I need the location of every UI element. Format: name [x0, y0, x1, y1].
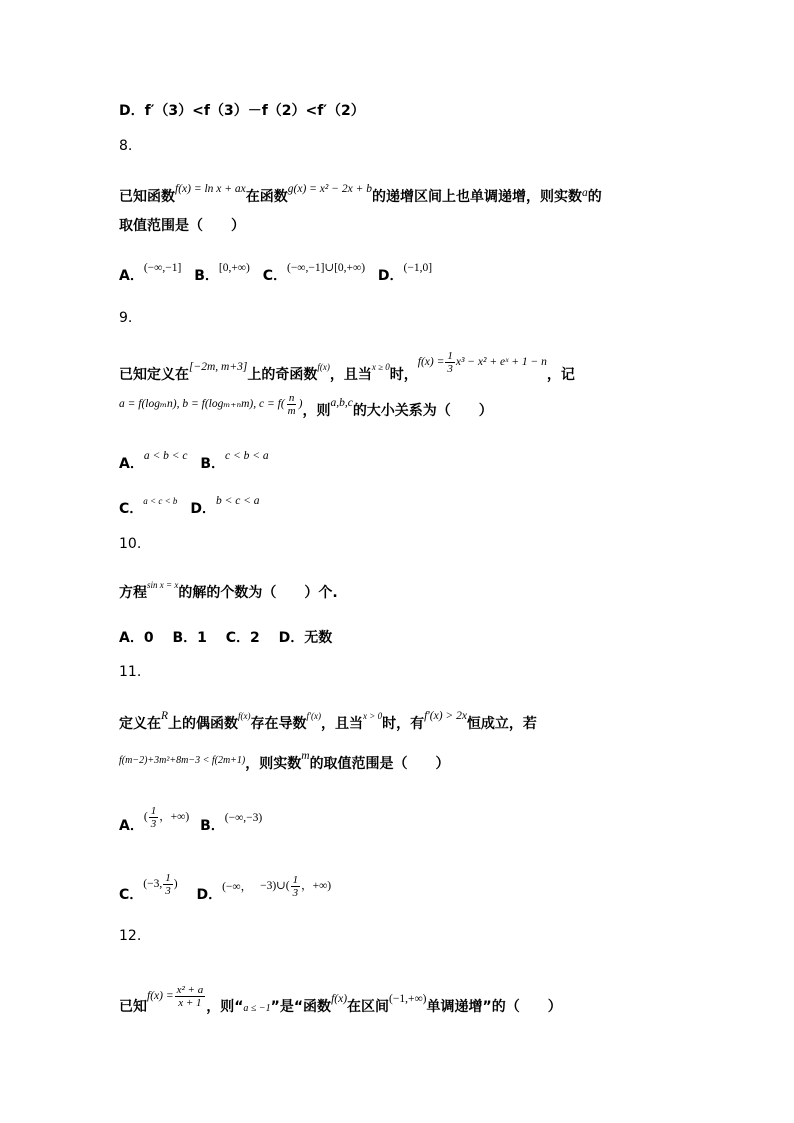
q12-function-fraction: [175, 984, 206, 1009]
paren: (: [143, 811, 148, 824]
question-number: 10.: [119, 536, 142, 552]
q12-interval: (−1,+∞): [389, 993, 427, 1006]
q9-def-end: ): [298, 398, 303, 411]
fraction-numerator: n: [288, 392, 295, 404]
q11-fx: f(x): [238, 711, 251, 721]
q11-option-a-rest: ，+∞): [159, 811, 190, 824]
q9-options-row1: [119, 450, 269, 473]
fraction-numerator: 1: [447, 350, 453, 362]
q11-option-b: (−∞,−3): [224, 812, 263, 825]
q11-text: 存在导数: [250, 716, 307, 732]
q9-abc: a,b,c: [330, 397, 353, 410]
q12-text: 单调递增”的（ ）: [426, 999, 562, 1016]
q9-formula-lhs: f(x) =: [417, 356, 445, 369]
option-label: B．: [200, 456, 226, 472]
q9-option-a: a < b < c: [143, 450, 188, 462]
option-label: D．: [190, 501, 216, 517]
q8-text: 已知函数: [119, 189, 175, 205]
question-number: 8.: [119, 138, 133, 154]
fraction-numerator: 1: [150, 805, 157, 817]
q10-number: [119, 536, 141, 552]
option-label: A．: [119, 268, 144, 284]
q11-option-a-fraction: [149, 805, 159, 830]
q11-condition: x > 0: [363, 711, 383, 721]
q9-formula-rhs: x³ − x² + eˣ + 1 − n: [455, 356, 547, 369]
q9-def-text: a = f(logₘn), b = f(logₘ₊ₙm), c = f(: [119, 398, 285, 411]
q11-options-row2: [119, 872, 332, 909]
fraction-numerator: 1: [165, 872, 171, 884]
q12-text: ，则“: [206, 999, 244, 1016]
q11-number: [119, 664, 141, 680]
q11-option-c-start: (−3,: [143, 878, 163, 891]
fraction-denominator: x + 1: [178, 997, 202, 1009]
q11-option-d-rest: [260, 874, 331, 899]
q11-stem-line2: [119, 750, 450, 773]
q11-stem-line1: [119, 710, 537, 733]
q9-text: ，则: [302, 403, 331, 420]
q9-def-fraction: [286, 392, 298, 417]
q9-option-d: b < c < a: [215, 495, 260, 507]
q11-option-c-fraction: [163, 872, 173, 897]
q9-text: ，记: [546, 367, 575, 384]
option-label: B．: [194, 268, 219, 284]
q8-option-c: (−∞,−1]∪[0,+∞): [286, 262, 366, 274]
q12-function-lhs: f(x) =: [147, 990, 174, 1003]
q8-variable-a: a: [581, 187, 588, 199]
fraction-denominator: 3: [150, 818, 157, 830]
q8-option-d: (−1,0]: [403, 262, 433, 274]
option-label: A．: [119, 456, 144, 472]
q9-interval: [−2m, m+3]: [189, 361, 248, 374]
q11-option-d-end: ，+∞): [301, 880, 332, 893]
q12-number: [119, 928, 141, 944]
q9-fx: f(x): [317, 362, 330, 373]
question-number: 12.: [119, 928, 142, 944]
q8-options: [119, 262, 433, 285]
q9-number: [119, 310, 132, 326]
q9-option-c: a < c < b: [143, 496, 178, 506]
q11-text: 时，有: [382, 716, 425, 732]
q12-condition: a ≤ −1: [243, 1003, 271, 1015]
q11-option-d-mid: −3)∪(: [260, 880, 290, 893]
q8-text: 的: [587, 189, 602, 205]
q10-text: 的解的个数为（ ）个.: [178, 585, 338, 601]
q11-text: ，且当: [321, 716, 363, 732]
q12-text: 在区间: [347, 999, 390, 1016]
q11-option-d-fraction: [291, 874, 301, 899]
q8-option-a: (−∞,−1]: [143, 262, 182, 274]
q12-text: 已知: [119, 999, 147, 1016]
q11-option-c: [143, 872, 177, 897]
option-label: D．: [196, 887, 223, 904]
question-number: 11.: [119, 664, 142, 680]
q9-definitions: [119, 392, 302, 417]
q8-stem-line1: [119, 183, 602, 206]
fraction-denominator: 3: [165, 885, 171, 897]
q9-condition: x ≥ 0: [371, 362, 390, 373]
q8-text: 在函数: [245, 189, 288, 205]
q8-number: [119, 138, 132, 154]
q9-stem-line1: [119, 350, 575, 389]
q10-equation: sin x = x: [147, 580, 179, 590]
q10-text: 方程: [119, 585, 147, 601]
q12-text: ”是“函数: [270, 999, 332, 1016]
q9-options-row2: [119, 495, 260, 518]
q8-text: 取值范围是（ ）: [119, 218, 245, 234]
q9-text: 已知定义在: [119, 367, 189, 384]
q9-text: 时，: [389, 367, 418, 384]
q7-option-d: [119, 100, 365, 120]
q9-stem-line2: [119, 392, 493, 425]
fraction-denominator: 3: [447, 363, 453, 375]
q11-option-a: [144, 805, 189, 830]
q12-function: [147, 984, 206, 1009]
q11-option-d-start: (−∞，: [222, 881, 253, 894]
q12-stem: [119, 984, 562, 1021]
fraction-denominator: m: [287, 405, 296, 417]
q9-text: 上的奇函数: [247, 367, 318, 384]
q11-fprime: f′(x): [306, 711, 321, 721]
fraction-denominator: 3: [292, 887, 299, 899]
fraction-numerator: x² + a: [176, 984, 204, 996]
q11-expression: f(m−2)+3m²+8m−3 < f(2m+1): [119, 755, 246, 766]
q8-function-f: f(x) = ln x + ax: [175, 183, 246, 195]
q12-fx: f(x): [331, 993, 348, 1006]
option-label: C．: [262, 268, 287, 284]
q11-text: 上的偶函数: [168, 716, 239, 732]
q9-formula-fraction: [445, 350, 455, 375]
question-number: 9.: [119, 310, 133, 326]
option-label: D．: [377, 268, 404, 284]
option-label: C．: [119, 887, 144, 904]
q11-inequality: f′(x) > 2x: [424, 710, 467, 722]
q9-formula: [418, 350, 547, 375]
q11-text: ，则实数: [245, 756, 302, 772]
q11-variable-m: m: [301, 750, 310, 762]
q10-options-text: A．0 B．1 C．2 D．无数: [119, 630, 333, 646]
q9-text: 的大小关系为（ ）: [352, 403, 493, 420]
q11-text: 恒成立，若: [466, 716, 537, 732]
option-label: C．: [119, 501, 144, 517]
q11-R: R: [161, 710, 169, 722]
q11-options-row1: [119, 805, 263, 840]
fraction-numerator: 1: [292, 874, 299, 886]
q11-text: 定义在: [119, 716, 161, 732]
q8-text: 的递增区间上也单调递增，则实数: [371, 189, 582, 205]
q7-option-d-text: D．f′（3）<f（3）－f（2）<f′（2）: [119, 103, 365, 119]
q9-option-b: c < b < a: [225, 450, 269, 462]
paren: ): [173, 878, 178, 891]
q8-stem-line2: [119, 215, 245, 235]
q11-text: 的取值范围是（ ）: [309, 756, 450, 772]
q8-function-g: g(x) = x² − 2x + b: [287, 183, 372, 195]
q8-option-b: [0,+∞): [218, 262, 250, 274]
q10-options: [119, 627, 332, 647]
q10-stem: [119, 582, 338, 602]
option-label: A．: [119, 818, 144, 835]
option-label: B．: [200, 818, 225, 835]
q9-text: ，且当: [329, 367, 372, 384]
